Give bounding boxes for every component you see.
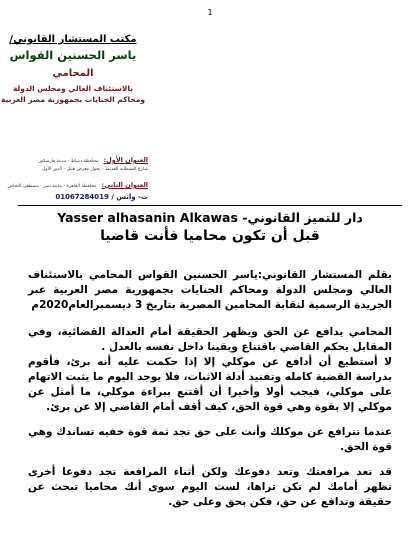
address-1-value: محافظة دمياط - مدينة فارسكور: [38, 159, 99, 164]
paragraph-3: لا أستطيع أن أدافع عن موكلي إلا إذا حكمت عليه أنه برئ، فأقوم بدراسة القضية كامله وتفنيد أدلة الاثبات، فلا يوجد اليوم ما يثبت الاتهام على موكلي، فيجب أولا وأخيرا أن أقتنع ببراءة موكلي، ما أمثل عن موكلي إلا بقوة وهي قوة الحق، كيف أقف أمام القاضي إلا عن برئ.: [28, 356, 392, 413]
courts-line-1: بالاستئناف العالي ومجلس الدولة: [12, 84, 134, 93]
paragraph-4: عندما تترافع عن موكلك وأنت على حق تجد ثمة قوة خفيه تساندك وهي قوة الحق.: [28, 426, 392, 453]
paragraph-2: المحامي يدافع عن الحق ويظهر الحقيقة أمام العدالة القضائية، وفي المقابل يحكم القاضي باقتناع ويقينا داخل نفسه بالعدل .: [28, 326, 392, 353]
lawyer-name: ياسر الحسنين القواس: [9, 48, 137, 62]
address-2: [0, 172, 148, 191]
paragraph-5: قد تعد مرافعتك وتعد دفوعك ولكن أثناء المرافعة تجد دفوعا أخرى تظهر أمامك لم تكن تراها، لست اليوم سوى أنك محاميا تبحث عن حقيقة وتدافع عن حق، فكن بحق وعلى حق.: [28, 466, 392, 508]
contact-phone: ت- واتس / 01067284019: [55, 193, 148, 201]
header-divider: [18, 205, 402, 206]
article-subtitle: قبل أن تكون محاميا فأنت قاضيا: [100, 228, 320, 244]
letterhead: [0, 34, 148, 104]
office-heading: مكتب المستشار القانوني/: [9, 34, 137, 45]
header-title: Yasser alhasanin Alkawas -دار للتميز القانوني: [57, 210, 363, 225]
address-2-value: محافظة القاهرة - مدينة نصر - مصطفى النحاس: [7, 184, 97, 189]
address-1-detail: شارع السنطانة القديمة - بجوار معرض هيثل - الدور الأول: [42, 167, 148, 172]
courts-line-2: ومحاكم الجنايات بجمهورية مصر العربية: [0, 95, 146, 104]
address-2-label: العنوان الثاني:: [101, 181, 148, 189]
address-1: [0, 147, 148, 172]
address-1-label: العنوان الأول:: [103, 156, 148, 164]
paragraph-intro: بقلم المستشار القانوني:ياسر الحسنين القواس المحامي بالاستئناف العالي ومجلس الدولة ومحاكم الجنايات بجمهورية مصر العربية عبر الجريدة الرسمية لنقابة المحامين المصرية بتاريخ 3 ديسمبرالعام2020م: [28, 269, 392, 311]
lawyer-role: المحامي: [52, 68, 94, 79]
page-number: 1: [207, 8, 213, 17]
